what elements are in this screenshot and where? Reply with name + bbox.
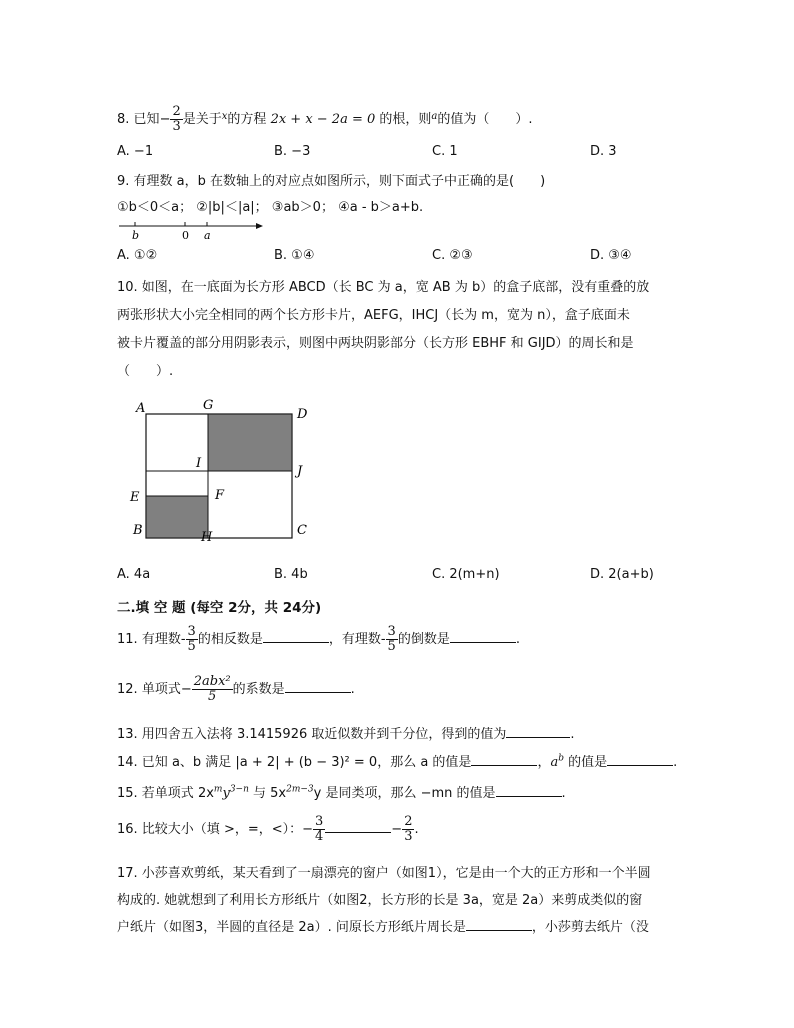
q16-blank[interactable] — [325, 818, 391, 833]
q15-sup-m: m — [213, 784, 223, 795]
q14-mid3: 的值是 — [563, 755, 608, 770]
q17-line3 — [117, 916, 649, 935]
q10-option-a[interactable]: A. 4a — [117, 567, 151, 582]
q16-frac1-den: 4 — [315, 829, 324, 844]
q12-pre: 单项式− — [141, 682, 192, 697]
q13-line — [117, 723, 575, 742]
q12-fraction — [192, 675, 233, 703]
q12-frac-num: 2abx² — [193, 674, 231, 690]
label-J: J — [297, 464, 303, 479]
q9-option-c[interactable]: C. ②③ — [432, 248, 473, 263]
q10-option-d[interactable]: D. 2(a+b) — [590, 567, 654, 582]
q11-number: 11. — [117, 632, 138, 647]
q11-fraction-1 — [186, 625, 198, 653]
q16-fraction-1 — [313, 815, 325, 843]
q17-line3-b: ，小莎剪去纸片（没 — [531, 920, 649, 935]
q17-line2: 构成的. 她就想到了利用长方形纸片（如图2，长方形的长是 3a，宽是 2a）来剪成类似的窗 — [117, 893, 643, 908]
q8-number: 8. — [117, 112, 130, 127]
q11-blank-2[interactable] — [450, 628, 516, 643]
label-a: a — [204, 229, 211, 242]
q8-frac-num: 2 — [172, 104, 181, 120]
q13-blank[interactable] — [506, 723, 570, 738]
q14-line — [117, 751, 677, 770]
q17-line3-a: 户纸片（如图3，半圆的直径是 2a）. 问原长方形纸片周长是 — [117, 920, 466, 935]
label-A: A — [136, 401, 146, 416]
label-I: I — [196, 456, 202, 471]
q17-blank[interactable] — [466, 916, 532, 931]
q16-pre: 16. 比较大小（填 >，=，<）：− — [117, 822, 314, 837]
q10-line4: （ ）. — [117, 364, 174, 379]
q12-line — [117, 672, 355, 708]
q8-option-c[interactable]: C. 1 — [432, 144, 458, 159]
q16-frac2-num: 2 — [404, 814, 413, 830]
q10-option-b[interactable]: B. 4b — [274, 567, 308, 582]
q8-option-b[interactable]: B. −3 — [274, 144, 311, 159]
q14-blank-2[interactable] — [607, 751, 673, 766]
q8-var-a: a — [431, 111, 438, 122]
q13-end: . — [570, 727, 575, 742]
q11-post: 的倒数是 — [397, 632, 450, 647]
shaded-ebhf — [146, 496, 208, 538]
q11-pre: 有理数- — [141, 632, 186, 647]
q14-b-sup: b — [558, 753, 564, 764]
q15-y: y — [222, 786, 230, 801]
q11-blank-1[interactable] — [263, 628, 329, 643]
q8-pre: 已知 — [133, 112, 160, 127]
q14-end: . — [673, 755, 678, 770]
q16-line — [117, 812, 419, 848]
q14-a: a — [550, 755, 559, 770]
q8-option-d[interactable]: D. 3 — [590, 144, 617, 159]
q14-pre: 14. 已知 a、b 满足 |a + 2| + (b − 3)² = 0，那么 a 的值是 — [117, 755, 472, 770]
q12-post: 的系数是 — [232, 682, 285, 697]
q12-frac-den: 5 — [208, 689, 217, 704]
label-H: H — [201, 530, 213, 545]
q8-mid1: 是关于 — [182, 112, 222, 127]
q11-fraction-2 — [386, 625, 398, 653]
label-E: E — [130, 490, 140, 505]
q11-frac2-den: 5 — [387, 639, 396, 654]
q11-frac2-num: 3 — [387, 624, 396, 640]
q8-equation: 2x + x − 2a = 0 — [270, 112, 376, 127]
q16-end: . — [414, 822, 419, 837]
q10-figure — [125, 392, 325, 548]
q11-line — [117, 622, 520, 658]
q16-frac1-num: 3 — [315, 814, 324, 830]
label-G: G — [203, 398, 214, 413]
q9-number-line — [117, 218, 267, 244]
section-2-title: 二.填 空 题 (每空 2分，共 24分) — [117, 600, 322, 616]
q16-mid: − — [391, 822, 403, 837]
q13-text: 13. 用四舍五入法将 3.1415926 取近似数并到千分位，得到的值为 — [117, 727, 507, 742]
q11-frac1-num: 3 — [187, 624, 196, 640]
q8-line — [117, 100, 533, 134]
q10-line2: 两张形状大小完全相同的两个长方形卡片，AEFG，IHCJ（长为 m，宽为 n），盒子底面未 — [117, 308, 630, 323]
q11-frac1-den: 5 — [187, 639, 196, 654]
label-0: 0 — [182, 229, 189, 242]
q12-end: . — [350, 682, 355, 697]
q14-blank-1[interactable] — [471, 751, 537, 766]
q9-option-d[interactable]: D. ③④ — [590, 248, 632, 263]
q16-frac2-den: 3 — [404, 829, 413, 844]
number-line-arrow-icon — [256, 223, 263, 229]
q15-sup-3n: 3−n — [229, 784, 249, 795]
q15-mid: 与 5x — [248, 786, 287, 801]
q16-fraction-2 — [402, 815, 414, 843]
q8-post: 的值为（ ）. — [437, 112, 533, 127]
q9-statements: ①b＜0＜a； ②|b|＜|a|； ③ab＞0； ④a - b＞a+b. — [117, 200, 424, 215]
label-F: F — [215, 488, 225, 503]
q8-var-x: x — [221, 111, 228, 122]
q11-mid: 的相反数是 — [197, 632, 263, 647]
q12-number: 12. — [117, 682, 138, 697]
q14-mid: ， — [537, 755, 551, 770]
q11-mid2: ，有理数- — [328, 632, 386, 647]
q9-option-a[interactable]: A. ①② — [117, 248, 158, 263]
q9-stem: 9. 有理数 a，b 在数轴上的对应点如图所示，则下面式子中正确的是( ) — [117, 174, 546, 189]
label-C: C — [297, 523, 307, 538]
q8-frac-den: 3 — [172, 119, 181, 134]
q10-line1: 10. 如图，在一底面为长方形 ABCD（长 BC 为 a，宽 AB 为 b）的盒子底部，没有重叠的放 — [117, 280, 650, 295]
q8-mid3: 的根，则 — [379, 112, 432, 127]
q11-end: . — [515, 632, 520, 647]
q15-line — [117, 782, 566, 801]
label-D: D — [297, 407, 308, 422]
q8-mid2: 的方程 — [227, 112, 267, 127]
q8-frac-sign: − — [159, 112, 171, 127]
shaded-gijd — [208, 414, 292, 471]
label-B: B — [133, 523, 143, 538]
q9-option-b[interactable]: B. ①④ — [274, 248, 315, 263]
label-b: b — [132, 229, 140, 242]
q12-blank[interactable] — [285, 678, 351, 693]
q8-fraction — [170, 105, 182, 133]
q15-blank[interactable] — [496, 782, 562, 797]
q10-line3: 被卡片覆盖的部分用阴影表示，则图中两块阴影部分（长方形 EBHF 和 GIJD）的周长和是 — [117, 336, 634, 351]
q10-option-c[interactable]: C. 2(m+n) — [432, 567, 500, 582]
q15-end: . — [561, 786, 566, 801]
q8-option-a[interactable]: A. −1 — [117, 144, 154, 159]
q15-pre: 15. 若单项式 2x — [117, 786, 214, 801]
q15-sup-2m3: 2m−3 — [286, 784, 314, 795]
q17-line1: 17. 小莎喜欢剪纸，某天看到了一扇漂亮的窗户（如图1），它是由一个大的正方形和一个半圆 — [117, 866, 651, 881]
q15-mid2: y 是同类项，那么 −mn 的值是 — [313, 786, 496, 801]
